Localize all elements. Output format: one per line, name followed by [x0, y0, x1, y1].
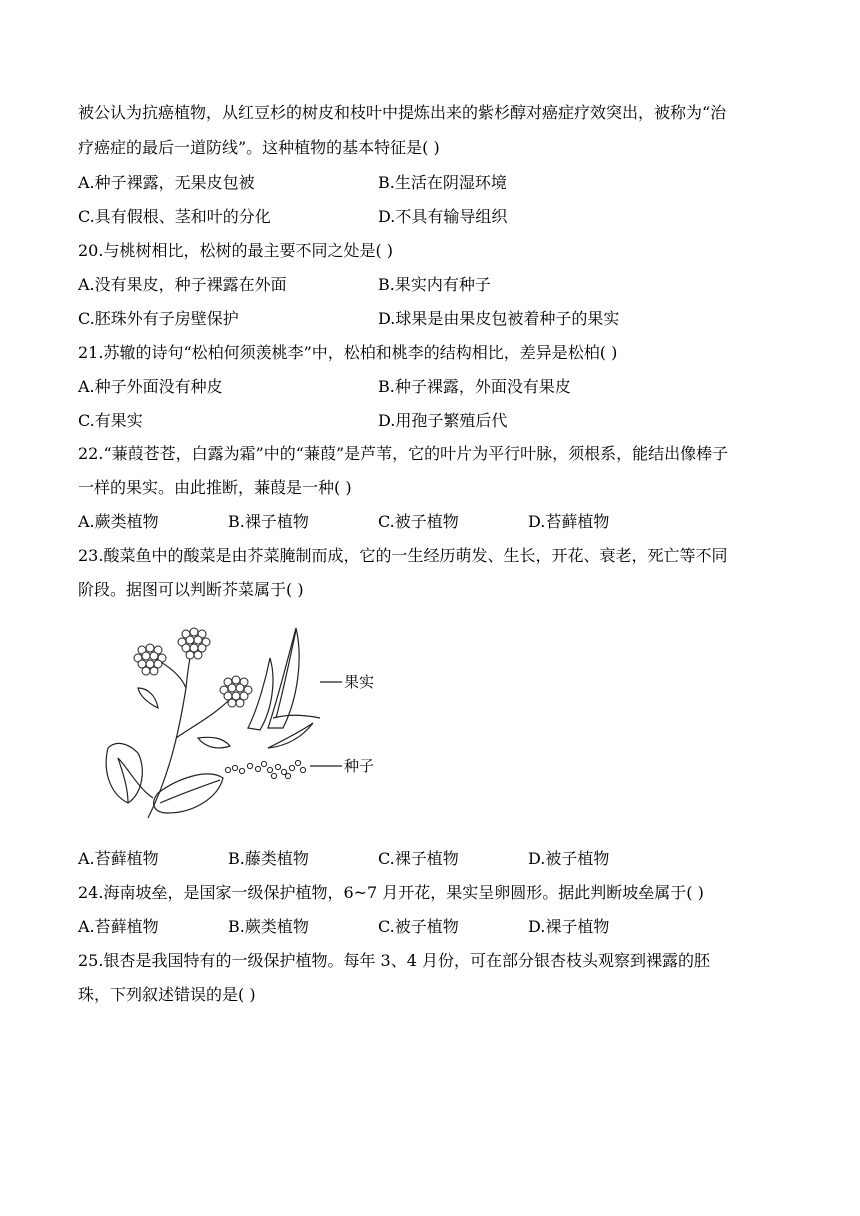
q22-option-a[interactable]: A.蕨类植物 — [78, 512, 159, 531]
fruit-label: 果实 — [344, 673, 375, 691]
seed-label: 种子 — [344, 757, 375, 775]
q23-option-a[interactable]: A.苔藓植物 — [78, 849, 159, 868]
q21-option-c[interactable]: C.有果实 — [78, 411, 143, 430]
q23-option-b[interactable]: B.藤类植物 — [228, 849, 309, 868]
q21-option-b[interactable]: B.种子裸露，外面没有果皮 — [378, 377, 571, 396]
q20-stem: 20.与桃树相比，松树的最主要不同之处是( ) — [78, 241, 394, 260]
intro-option-d[interactable]: D.不具有输导组织 — [378, 207, 508, 226]
q24-option-b[interactable]: B.蕨类植物 — [228, 917, 309, 936]
intro-line-2: 疗癌症的最后一道防线”。这种植物的基本特征是( ) — [78, 138, 440, 157]
intro-line-1: 被公认为抗癌植物，从红豆杉的树皮和枝叶中提炼出来的紫杉醇对癌症疗效突出，被称为“治 — [78, 103, 727, 122]
q20-option-d[interactable]: D.球果是由果皮包被着种子的果实 — [378, 309, 620, 328]
q22-option-c[interactable]: C.被子植物 — [378, 512, 459, 531]
q22-option-d[interactable]: D.苔藓植物 — [528, 512, 610, 531]
q24-option-c[interactable]: C.被子植物 — [378, 917, 459, 936]
q23-option-c[interactable]: C.裸子植物 — [378, 849, 459, 868]
q21-option-d[interactable]: D.用孢子繁殖后代 — [378, 411, 508, 430]
q21-stem: 21.苏辙的诗句“松柏何须羡桃李”中，松柏和桃李的结构相比，差异是松柏( ) — [78, 343, 618, 362]
q20-option-c[interactable]: C.胚珠外有子房壁保护 — [78, 309, 239, 328]
q24-option-a[interactable]: A.苔藓植物 — [78, 917, 159, 936]
q22-line-2: 一样的果实。由此推断，蒹葭是一种( ) — [78, 478, 352, 497]
q23-line-2: 阶段。据图可以判断芥菜属于( ) — [78, 580, 304, 599]
q21-option-a[interactable]: A.种子外面没有种皮 — [78, 377, 223, 396]
q24-stem: 24.海南坡垒，是国家一级保护植物，6~7 月开花，果实呈卵圆形。据此判断坡垒属于( ) — [78, 883, 704, 902]
intro-option-c[interactable]: C.具有假根、茎和叶的分化 — [78, 207, 271, 226]
intro-option-a[interactable]: A.种子裸露，无果皮包被 — [78, 173, 255, 192]
q22-line-1: 22.“蒹葭苍苍，白露为霜”中的“蒹葭”是芦苇，它的叶片为平行叶脉，须根系，能结出像棒子 — [78, 444, 729, 463]
q23-line-1: 23.酸菜鱼中的酸菜是由芥菜腌制而成，它的一生经历萌发、生长，开花、衰老，死亡等不同 — [78, 546, 728, 565]
q20-option-b[interactable]: B.果实内有种子 — [378, 275, 491, 294]
q22-option-b[interactable]: B.裸子植物 — [228, 512, 309, 531]
mustard-plant-figure — [98, 618, 398, 840]
intro-option-b[interactable]: B.生活在阴湿环境 — [378, 173, 507, 192]
q24-option-d[interactable]: D.裸子植物 — [528, 917, 610, 936]
q25-line-2: 珠，下列叙述错误的是( ) — [78, 985, 256, 1004]
mustard-plant-illustration — [98, 618, 398, 840]
q25-line-1: 25.银杏是我国特有的一级保护植物。每年 3、4 月份，可在部分银杏枝头观察到裸露的胚 — [78, 951, 710, 970]
q20-option-a[interactable]: A.没有果皮，种子裸露在外面 — [78, 275, 287, 294]
q23-option-d[interactable]: D.被子植物 — [528, 849, 610, 868]
